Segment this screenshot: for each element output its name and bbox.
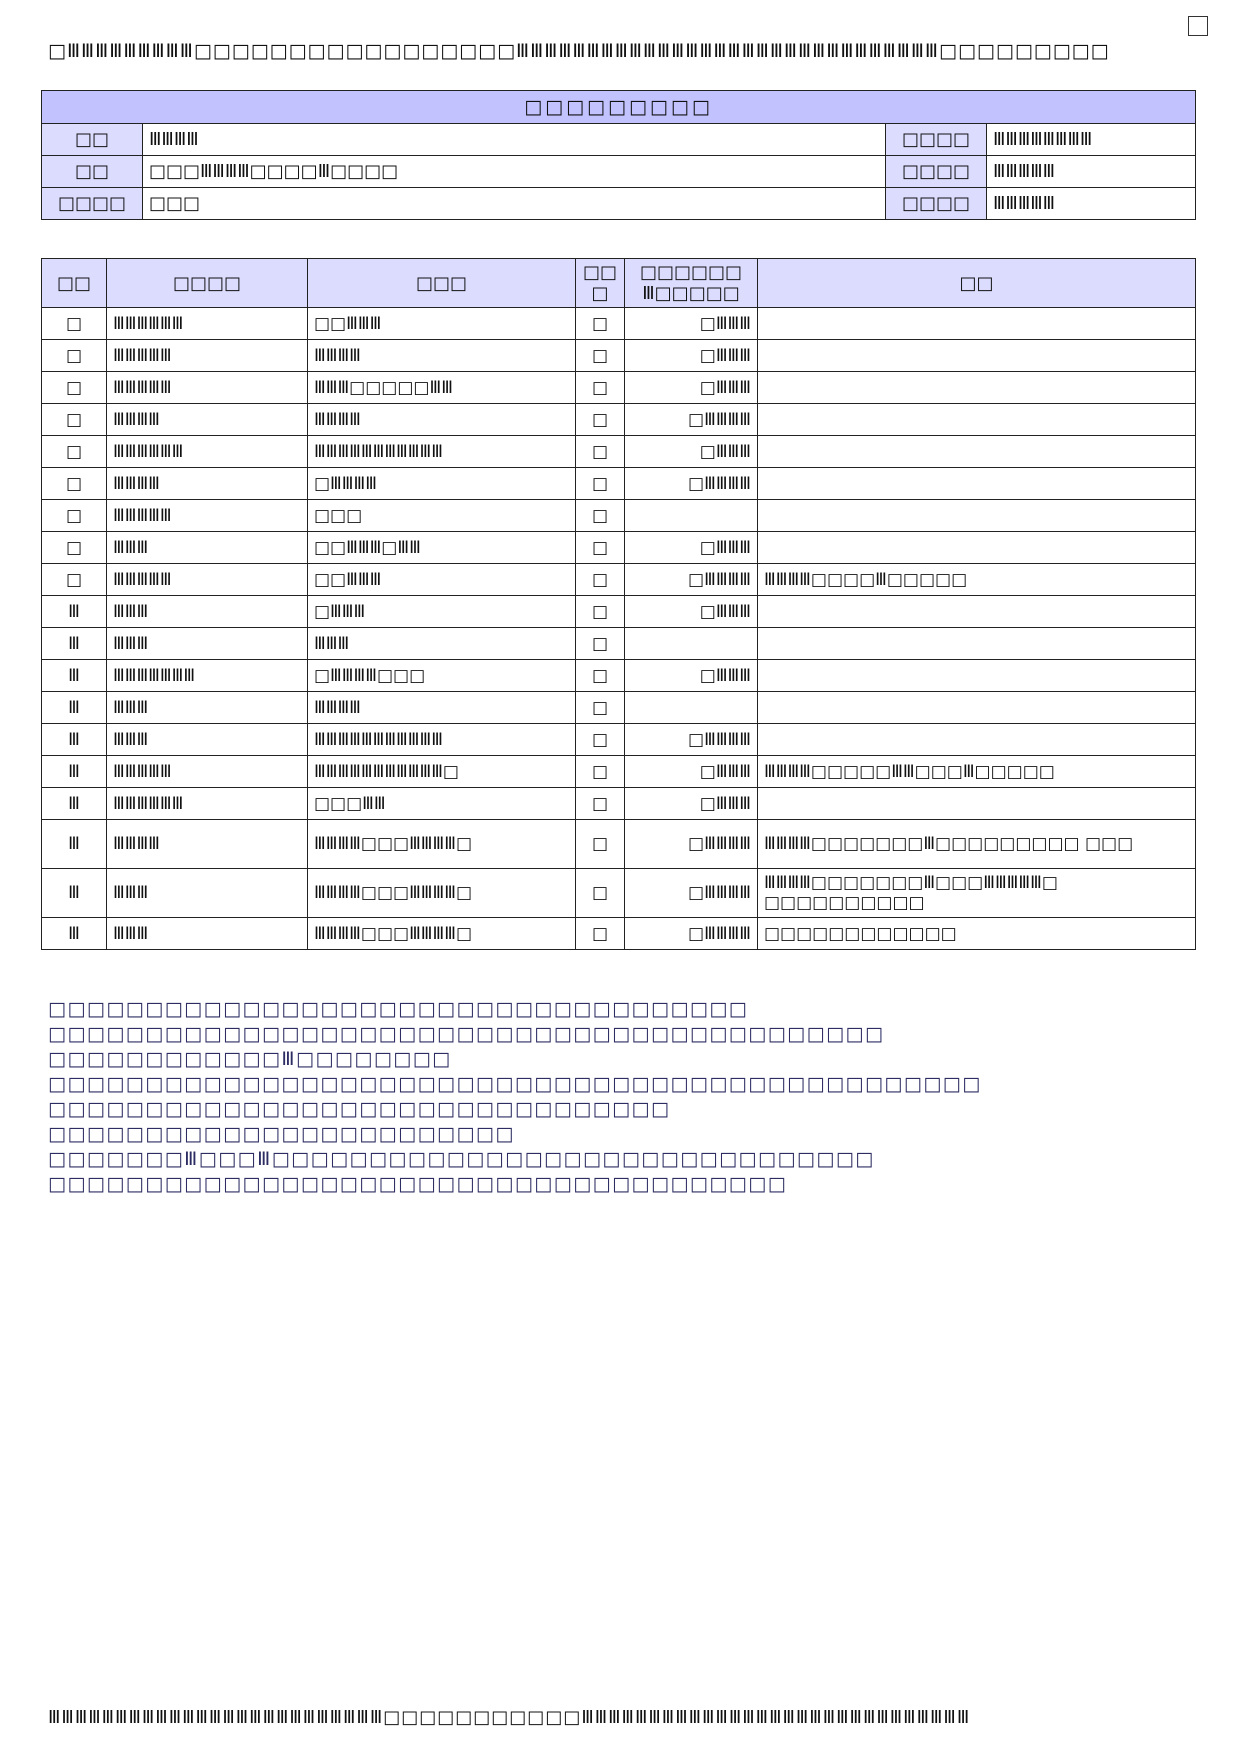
cell-type: □ bbox=[576, 340, 625, 372]
cell-no: Ⅲ bbox=[42, 692, 107, 724]
info-row bbox=[42, 188, 1196, 220]
document-header-line: □ⅢⅢⅢⅢⅢⅢⅢⅢⅢ□□□□□□□□□□□□□□□□□ⅢⅢⅢⅢⅢⅢⅢⅢⅢⅢⅢⅢⅢⅢⅢⅢⅢⅢⅢⅢⅢⅢⅢⅢⅢⅢⅢⅢⅢⅢ□□□□□□□□□ bbox=[48, 40, 1110, 62]
cell-name: ⅢⅢⅢⅢ□□□ⅢⅢⅢⅢ□ bbox=[308, 820, 576, 869]
cell-no: □ bbox=[42, 340, 107, 372]
cell-id: ⅢⅢⅢⅢⅢⅢ bbox=[107, 436, 308, 468]
cell-no: Ⅲ bbox=[42, 918, 107, 950]
cell-length: □ⅢⅢⅢⅢ bbox=[625, 564, 758, 596]
cell-type: □ bbox=[576, 756, 625, 788]
table-row bbox=[42, 564, 1196, 596]
cell-type: □ bbox=[576, 628, 625, 660]
cell-length: □ⅢⅢⅢⅢ bbox=[625, 724, 758, 756]
table-row bbox=[42, 788, 1196, 820]
note-line: □□□□□□□□□□□□□□□□□□□□□□□□□□□□□□□□□□□□□□□□□□□ bbox=[48, 1023, 885, 1045]
info-value: □□□ bbox=[143, 188, 886, 220]
cell-id: ⅢⅢⅢⅢ bbox=[107, 468, 308, 500]
note-line: □□□□□□□□□□□□□□□□□□□□□□□□□□□□□□□□□□□□□□ bbox=[48, 1173, 788, 1195]
field-table-header bbox=[42, 259, 1196, 308]
cell-note: ⅢⅢⅢⅢ□□□□□□□Ⅲ□□□ⅢⅢⅢⅢⅢ□ □□□□□□□□□□ bbox=[758, 869, 1196, 918]
cell-length bbox=[625, 692, 758, 724]
table-row bbox=[42, 532, 1196, 564]
cell-name: □□□ bbox=[308, 500, 576, 532]
info-label-2: □□□□ bbox=[886, 124, 987, 156]
info-value-2: ⅢⅢⅢⅢⅢ bbox=[987, 188, 1196, 220]
cell-type: □ bbox=[576, 372, 625, 404]
table-row bbox=[42, 692, 1196, 724]
col-header-id: □□□□ bbox=[107, 259, 308, 308]
table-row bbox=[42, 308, 1196, 340]
info-value-2: ⅢⅢⅢⅢⅢ bbox=[987, 156, 1196, 188]
cell-note bbox=[758, 308, 1196, 340]
cell-no: □ bbox=[42, 564, 107, 596]
cell-note bbox=[758, 436, 1196, 468]
note-line: □□□□□□□□□□□□□□□□□□□□□□□□□□□□□□□□□□□□□□□□□□□□□□□□ bbox=[48, 1073, 982, 1095]
cell-note bbox=[758, 404, 1196, 436]
cell-no: Ⅲ bbox=[42, 756, 107, 788]
cell-length: □ⅢⅢⅢⅢ bbox=[625, 468, 758, 500]
cell-note bbox=[758, 372, 1196, 404]
cell-no: □ bbox=[42, 532, 107, 564]
corner-mark bbox=[1188, 16, 1208, 36]
cell-type: □ bbox=[576, 788, 625, 820]
cell-type: □ bbox=[576, 660, 625, 692]
cell-length: □ⅢⅢⅢ bbox=[625, 788, 758, 820]
table-row bbox=[42, 500, 1196, 532]
table-row bbox=[42, 869, 1196, 918]
cell-length: □ⅢⅢⅢ bbox=[625, 660, 758, 692]
cell-type: □ bbox=[576, 869, 625, 918]
info-table bbox=[41, 90, 1196, 220]
cell-name: ⅢⅢⅢⅢ□□□ⅢⅢⅢⅢ□ bbox=[308, 918, 576, 950]
cell-length: □ⅢⅢⅢ bbox=[625, 436, 758, 468]
cell-type: □ bbox=[576, 500, 625, 532]
cell-type: □ bbox=[576, 308, 625, 340]
cell-note bbox=[758, 692, 1196, 724]
cell-length: □ⅢⅢⅢⅢ bbox=[625, 918, 758, 950]
info-value-2: ⅢⅢⅢⅢⅢⅢⅢⅢ bbox=[987, 124, 1196, 156]
cell-id: ⅢⅢⅢⅢⅢ bbox=[107, 372, 308, 404]
col-header-no: □□ bbox=[42, 259, 107, 308]
cell-length: □ⅢⅢⅢ bbox=[625, 372, 758, 404]
cell-length: □ⅢⅢⅢ bbox=[625, 532, 758, 564]
cell-no: □ bbox=[42, 468, 107, 500]
info-value: ⅢⅢⅢⅢ bbox=[143, 124, 886, 156]
cell-name: □ⅢⅢⅢⅢ□□□ bbox=[308, 660, 576, 692]
cell-name: ⅢⅢⅢⅢ bbox=[308, 692, 576, 724]
cell-id: ⅢⅢⅢ bbox=[107, 724, 308, 756]
info-row bbox=[42, 124, 1196, 156]
cell-note: ⅢⅢⅢⅢ□□□□□□□Ⅲ□□□□□□□□□ □□□ bbox=[758, 820, 1196, 869]
cell-length: □ⅢⅢⅢⅢ bbox=[625, 869, 758, 918]
table-row bbox=[42, 724, 1196, 756]
cell-name: ⅢⅢⅢⅢⅢⅢⅢⅢⅢⅢⅢ bbox=[308, 724, 576, 756]
note-line: □□□□□□□□□□□□□□□□□□□□□□□□□□□□□□□□□□□□ bbox=[48, 998, 749, 1020]
cell-id: ⅢⅢⅢ bbox=[107, 918, 308, 950]
cell-id: ⅢⅢⅢⅢⅢⅢ bbox=[107, 308, 308, 340]
cell-length: □ⅢⅢⅢ bbox=[625, 596, 758, 628]
cell-length: □ⅢⅢⅢⅢ bbox=[625, 404, 758, 436]
document-footer-line: ⅢⅢⅢⅢⅢⅢⅢⅢⅢⅢⅢⅢⅢⅢⅢⅢⅢⅢⅢⅢⅢⅢⅢⅢⅢ□□□□□□□□□□□ⅢⅢⅢⅢⅢⅢⅢⅢⅢⅢⅢⅢⅢⅢⅢⅢⅢⅢⅢⅢⅢⅢⅢⅢⅢⅢⅢⅢⅢ bbox=[48, 1707, 971, 1728]
note-line: □□□□□□□□□□□□□□□□□□□□□□□□ bbox=[48, 1123, 515, 1145]
info-label: □□ bbox=[42, 156, 143, 188]
cell-no: □ bbox=[42, 404, 107, 436]
cell-id: ⅢⅢⅢ bbox=[107, 869, 308, 918]
cell-no: Ⅲ bbox=[42, 869, 107, 918]
table-row bbox=[42, 596, 1196, 628]
cell-no: Ⅲ bbox=[42, 724, 107, 756]
cell-type: □ bbox=[576, 404, 625, 436]
cell-note bbox=[758, 724, 1196, 756]
cell-note bbox=[758, 628, 1196, 660]
table-row bbox=[42, 918, 1196, 950]
cell-name: □□ⅢⅢⅢ bbox=[308, 564, 576, 596]
cell-note bbox=[758, 532, 1196, 564]
cell-name: ⅢⅢⅢ□□□□□ⅢⅢ bbox=[308, 372, 576, 404]
cell-name: ⅢⅢⅢⅢ bbox=[308, 404, 576, 436]
cell-note bbox=[758, 340, 1196, 372]
cell-id: ⅢⅢⅢ bbox=[107, 628, 308, 660]
cell-no: □ bbox=[42, 436, 107, 468]
cell-no: Ⅲ bbox=[42, 820, 107, 869]
cell-note bbox=[758, 660, 1196, 692]
table-row bbox=[42, 340, 1196, 372]
table-row bbox=[42, 628, 1196, 660]
info-table-title: □□□□□□□□□ bbox=[42, 91, 1196, 124]
table-row bbox=[42, 468, 1196, 500]
cell-name: ⅢⅢⅢⅢ bbox=[308, 340, 576, 372]
cell-no: □ bbox=[42, 500, 107, 532]
cell-type: □ bbox=[576, 918, 625, 950]
cell-no: Ⅲ bbox=[42, 628, 107, 660]
cell-length bbox=[625, 500, 758, 532]
table-row bbox=[42, 436, 1196, 468]
cell-id: ⅢⅢⅢⅢⅢⅢ bbox=[107, 788, 308, 820]
cell-length: □ⅢⅢⅢ bbox=[625, 340, 758, 372]
cell-id: ⅢⅢⅢ bbox=[107, 692, 308, 724]
table-row bbox=[42, 660, 1196, 692]
cell-name: ⅢⅢⅢ bbox=[308, 628, 576, 660]
cell-note bbox=[758, 500, 1196, 532]
cell-name: □ⅢⅢⅢⅢ bbox=[308, 468, 576, 500]
cell-no: □ bbox=[42, 308, 107, 340]
info-label: □□ bbox=[42, 124, 143, 156]
info-value: □□□ⅢⅢⅢⅢ□□□□Ⅲ□□□□ bbox=[143, 156, 886, 188]
cell-length: □ⅢⅢⅢ bbox=[625, 756, 758, 788]
cell-note: □□□□□□□□□□□□ bbox=[758, 918, 1196, 950]
col-header-note: □□ bbox=[758, 259, 1196, 308]
cell-type: □ bbox=[576, 692, 625, 724]
field-table bbox=[41, 258, 1196, 950]
cell-note bbox=[758, 788, 1196, 820]
cell-note bbox=[758, 596, 1196, 628]
cell-name: ⅢⅢⅢⅢⅢⅢⅢⅢⅢⅢⅢ bbox=[308, 436, 576, 468]
cell-type: □ bbox=[576, 436, 625, 468]
cell-id: ⅢⅢⅢ bbox=[107, 596, 308, 628]
cell-id: ⅢⅢⅢⅢⅢ bbox=[107, 500, 308, 532]
field-table-body bbox=[42, 308, 1196, 950]
note-line: □□□□□□□□□□□□□□□□□□□□□□□□□□□□□□□□ bbox=[48, 1098, 671, 1120]
notes-block bbox=[48, 997, 1198, 1197]
cell-note: ⅢⅢⅢⅢ□□□□Ⅲ□□□□□ bbox=[758, 564, 1196, 596]
cell-note: ⅢⅢⅢⅢ□□□□□ⅢⅢ□□□Ⅲ□□□□□ bbox=[758, 756, 1196, 788]
cell-type: □ bbox=[576, 724, 625, 756]
table-row bbox=[42, 372, 1196, 404]
cell-note bbox=[758, 468, 1196, 500]
cell-id: ⅢⅢⅢⅢⅢⅢⅢ bbox=[107, 660, 308, 692]
cell-id: ⅢⅢⅢⅢⅢ bbox=[107, 564, 308, 596]
cell-id: ⅢⅢⅢ bbox=[107, 532, 308, 564]
note-line: □□□□□□□Ⅲ□□□Ⅲ□□□□□□□□□□□□□□□□□□□□□□□□□□□□□□□ bbox=[48, 1148, 875, 1170]
cell-name: □□□ⅢⅢ bbox=[308, 788, 576, 820]
note-line: □□□□□□□□□□□□Ⅲ□□□□□□□□ bbox=[48, 1048, 452, 1070]
cell-name: ⅢⅢⅢⅢ□□□ⅢⅢⅢⅢ□ bbox=[308, 869, 576, 918]
cell-type: □ bbox=[576, 468, 625, 500]
info-label-2: □□□□ bbox=[886, 156, 987, 188]
cell-name: □□ⅢⅢⅢ□ⅢⅢ bbox=[308, 532, 576, 564]
cell-no: □ bbox=[42, 372, 107, 404]
cell-type: □ bbox=[576, 820, 625, 869]
cell-name: □ⅢⅢⅢ bbox=[308, 596, 576, 628]
col-header-name: □□□ bbox=[308, 259, 576, 308]
info-label: □□□□ bbox=[42, 188, 143, 220]
col-header-length: □□□□□□ Ⅲ□□□□□ bbox=[625, 259, 758, 308]
cell-type: □ bbox=[576, 564, 625, 596]
cell-id: ⅢⅢⅢⅢⅢ bbox=[107, 340, 308, 372]
info-label-2: □□□□ bbox=[886, 188, 987, 220]
cell-no: Ⅲ bbox=[42, 788, 107, 820]
cell-id: ⅢⅢⅢⅢ bbox=[107, 404, 308, 436]
table-row bbox=[42, 756, 1196, 788]
table-row bbox=[42, 820, 1196, 869]
cell-length bbox=[625, 628, 758, 660]
cell-id: ⅢⅢⅢⅢ bbox=[107, 820, 308, 869]
cell-length: □ⅢⅢⅢⅢ bbox=[625, 820, 758, 869]
cell-type: □ bbox=[576, 596, 625, 628]
cell-no: Ⅲ bbox=[42, 596, 107, 628]
info-row bbox=[42, 156, 1196, 188]
cell-length: □ⅢⅢⅢ bbox=[625, 308, 758, 340]
cell-no: Ⅲ bbox=[42, 660, 107, 692]
cell-name: □□ⅢⅢⅢ bbox=[308, 308, 576, 340]
table-row bbox=[42, 404, 1196, 436]
cell-type: □ bbox=[576, 532, 625, 564]
col-header-type: □□ □ bbox=[576, 259, 625, 308]
cell-id: ⅢⅢⅢⅢⅢ bbox=[107, 756, 308, 788]
cell-name: ⅢⅢⅢⅢⅢⅢⅢⅢⅢⅢⅢ□ bbox=[308, 756, 576, 788]
